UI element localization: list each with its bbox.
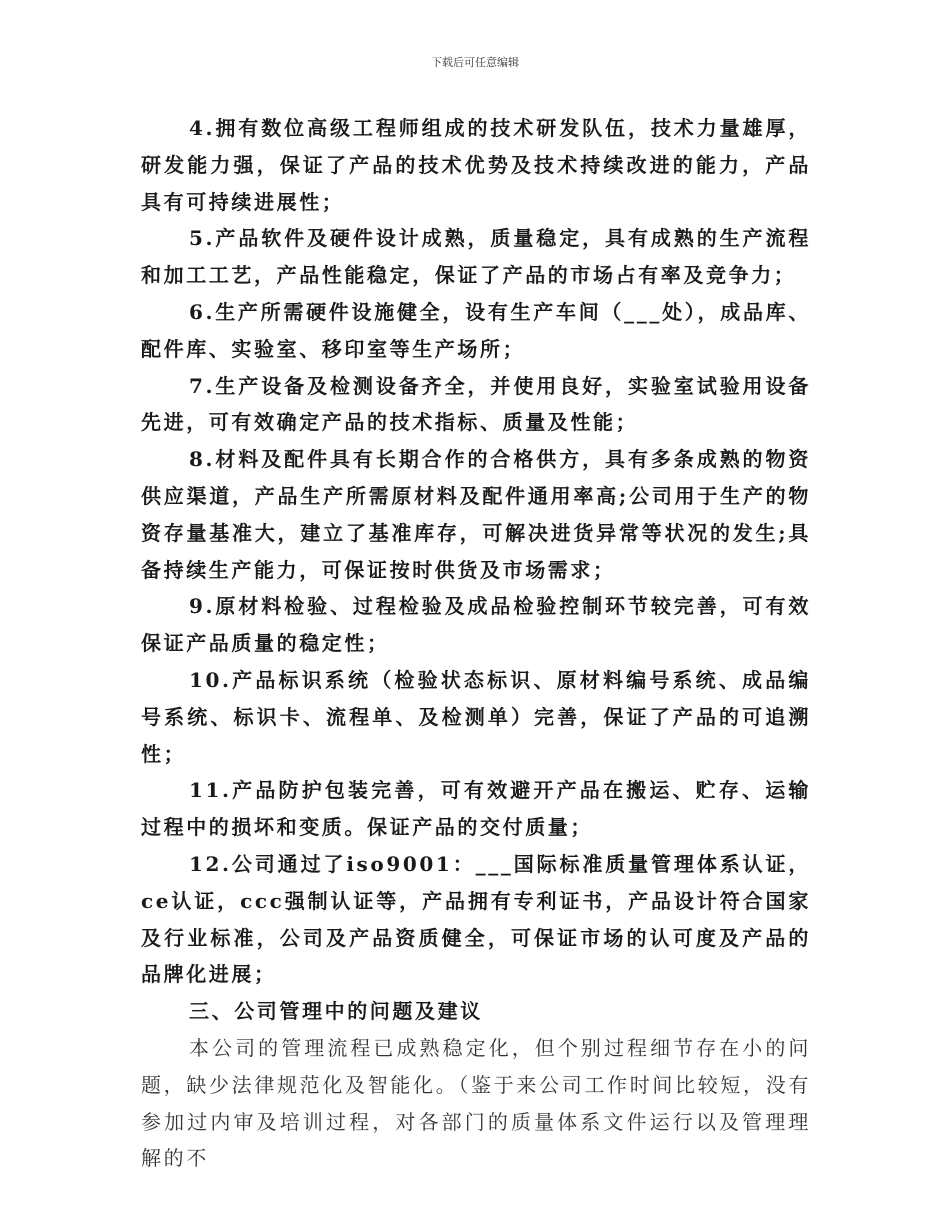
list-item-5: 5.产品软件及硬件设计成熟，质量稳定，具有成熟的生产流程和加工工艺，产品性能稳定，保证了产品的市场占有率及竞争力； bbox=[141, 226, 811, 288]
list-item-12: 12.公司通过了iso9001：___国际标准质量管理体系认证，ce认证，ccc强制认证等，产品拥有专利证书，产品设计符合国家及行业标准，公司及产品资质健全，可保证市场的认可度及产品的品牌化进展； bbox=[141, 851, 811, 987]
list-item-7: 7.生产设备及检测设备齐全，并使用良好，实验室试验用设备先进，可有效确定产品的技术指标、质量及性能； bbox=[141, 373, 811, 435]
list-item-10: 10.产品标识系统（检验状态标识、原材料编号系统、成品编号系统、标识卡、流程单、及检测单）完善，保证了产品的可追溯性； bbox=[141, 667, 811, 766]
page-header: 下载后可任意编辑 bbox=[431, 56, 519, 69]
list-item-8: 8.材料及配件具有长期合作的合格供方，具有多条成熟的物资供应渠道，产品生产所需原材料及配件通用率高;公司用于生产的物资存量基准大，建立了基准库存，可解决进货异常等状况的发生;具备持续生产能力，可保证按时供货及市场需求； bbox=[141, 447, 811, 582]
list-item-9: 9.原材料检验、过程检验及成品检验控制环节较完善，可有效保证产品质量的稳定性； bbox=[141, 594, 811, 656]
section-title: 三、公司管理中的问题及建议 bbox=[189, 999, 483, 1024]
list-item-4: 4.拥有数位高级工程师组成的技术研发队伍，技术力量雄厚，研发能力强，保证了产品的技术优势及技术持续改进的能力，产品具有可持续进展性； bbox=[141, 116, 811, 214]
document-body bbox=[141, 110, 811, 1177]
list-item-6: 6.生产所需硬件设施健全，设有生产车间（___处），成品库、配件库、实验室、移印室等生产场所； bbox=[141, 299, 811, 361]
section-paragraph: 本公司的管理流程已成熟稳定化，但个别过程细节存在小的问题，缺少法律规范化及智能化。（鉴于来公司工作时间比较短，没有参加过内审及培训过程，对各部门的质量体系文件运行以及管理理解的不 bbox=[141, 1035, 811, 1171]
list-item-11: 11.产品防护包装完善，可有效避开产品在搬运、贮存、运输过程中的损坏和变质。保证产品的交付质量； bbox=[141, 778, 811, 840]
